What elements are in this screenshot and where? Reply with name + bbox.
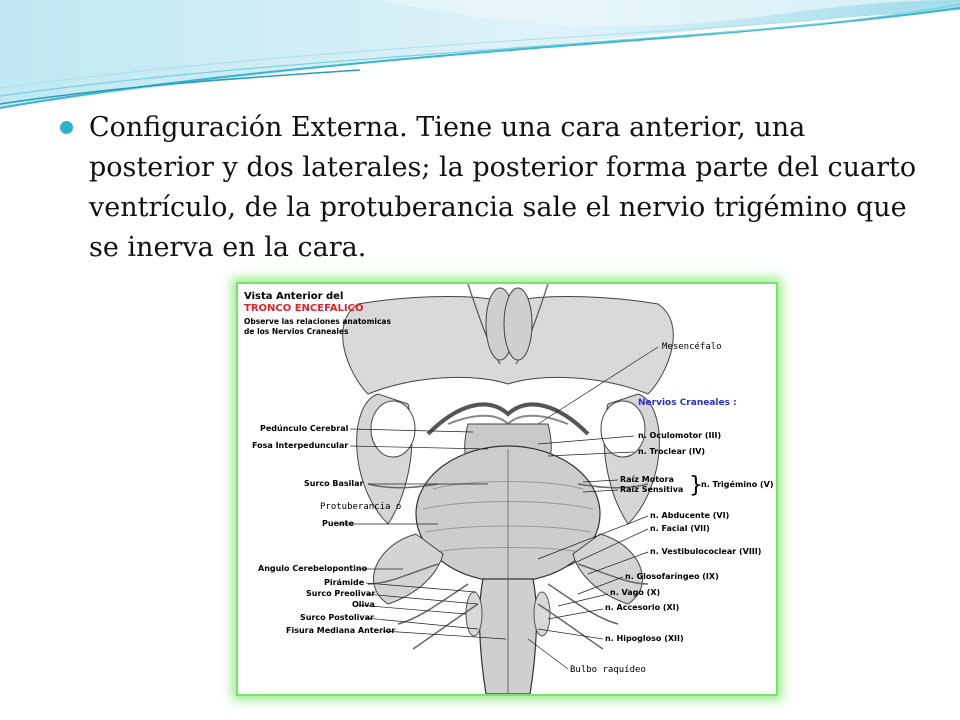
label-troclear: n. Troclear (IV) xyxy=(638,447,706,456)
figure-note: Observe las relaciones anatomicas de los Nervios Craneales xyxy=(244,317,391,336)
label-piramide: Pirámide xyxy=(324,578,365,587)
figure-title: Vista Anterior del xyxy=(244,291,344,302)
label-protuberancia: Protuberancia o xyxy=(320,502,402,512)
label-accesorio: n. Accesorio (XI) xyxy=(605,603,680,612)
label-abducente: n. Abducente (VI) xyxy=(650,511,730,520)
label-surco-postolivar: Surco Postolivar xyxy=(300,613,374,622)
label-angulo: Angulo Cerebelopontino xyxy=(258,564,368,573)
bullet-text: Configuración Externa. Tiene una cara anterior, una posterior y dos laterales; la posterior forma parte del cuarto ventrículo, de la protuberancia sale el nervio trigémino que se inerva en la cara. xyxy=(89,112,917,263)
label-raiz-sensitiva: Raíz Sensitiva xyxy=(620,485,684,494)
brainstem-figure xyxy=(236,282,778,696)
bullet-item xyxy=(60,108,920,268)
label-trigemino: n. Trigémino (V) xyxy=(701,480,774,489)
label-hipogloso: n. Hipogloso (XII) xyxy=(605,634,684,643)
label-bulbo: Bulbo raquídeo xyxy=(570,665,646,675)
brace-icon: } xyxy=(689,473,703,498)
label-glosofaringeo: n. Glosofaríngeo (IX) xyxy=(625,572,719,581)
label-fosa: Fosa Interpeduncular xyxy=(252,441,349,450)
label-surco-basilar: Surco Basilar xyxy=(304,479,364,488)
label-vago: n. Vago (X) xyxy=(610,588,661,597)
label-mesencefalo: Mesencéfalo xyxy=(662,342,722,352)
label-pedunculo: Pedúnculo Cerebral xyxy=(260,424,349,433)
label-surco-preolivar: Surco Preolivar xyxy=(306,589,376,598)
header-wave-decoration xyxy=(0,0,960,120)
bullet-marker xyxy=(60,121,73,134)
nerves-heading: Nervios Craneales : xyxy=(638,398,737,408)
label-puente: Puente xyxy=(322,519,354,528)
label-vestibulococlear: n. Vestibulococlear (VIII) xyxy=(650,547,762,556)
label-fisura: Fisura Mediana Anterior xyxy=(286,626,396,635)
label-oculomotor: n. Oculomotor (III) xyxy=(638,431,722,440)
label-oliva: Oliva xyxy=(352,600,375,609)
label-facial: n. Facial (VII) xyxy=(650,524,710,533)
label-raiz-motora: Raíz Motora xyxy=(620,475,674,484)
figure-subtitle: TRONCO ENCEFALICO xyxy=(244,303,364,314)
